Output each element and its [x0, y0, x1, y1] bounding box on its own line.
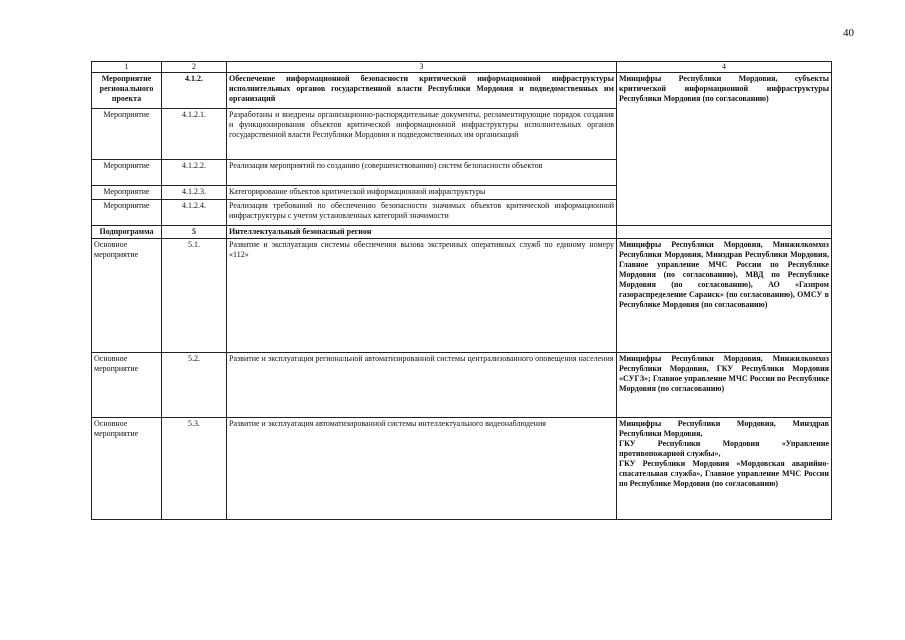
page-number: 40 [843, 27, 854, 39]
row-description: Развитие и эксплуатация региональной автоматизированной системы централизованного оповещения населения [227, 353, 617, 418]
responsible-line: Минцифры Республики Мордовия, Минздрав Республики Мордовия, [619, 419, 829, 438]
table-row [92, 353, 832, 418]
row-type: Мероприятие [92, 200, 162, 226]
row-number: 4.1.2.4. [162, 200, 227, 226]
table-header-row [92, 62, 832, 73]
header-cell: 1 [92, 62, 162, 73]
row-description: Разработаны и внедрены организационно-распорядительные документы, регламентирующие порядок создания и функционирования объектов критической информационной инфраструктуры исполнительных органов государственной власти Республики Мордовия и подведомственных им организаций [227, 109, 617, 160]
row-number: 4.1.2. [162, 73, 227, 109]
row-description: Реализация мероприятий по созданию (совершенствованию) систем безопасности объектов [227, 160, 617, 186]
row-description: Обеспечение информационной безопасности критической информационной инфраструктуры исполнительных органов государственной власти Республики Мордовия и подведомственных им организаций [227, 73, 617, 109]
row-type: Мероприятие [92, 186, 162, 200]
row-responsible: Минцифры Республики Мордовия, Минжилкомхоз Республики Мордовия, ГКУ Республики Мордовия «СУГЗ»; Главное управление МЧС России по Республике Мордовия (по согласованию) [617, 353, 832, 418]
row-description: Категорирование объектов критической информационной инфраструктуры [227, 186, 617, 200]
table-row [92, 239, 832, 353]
table-row [92, 73, 832, 109]
responsible-line: ГКУ Республики Мордовия «Мордовская аварийно-спасательная служба», Главное управление МЧС России по Республике Мордовия (по согласованию) [619, 459, 829, 488]
row-number: 5.1. [162, 239, 227, 353]
header-cell: 4 [617, 62, 832, 73]
row-description: Реализация требований по обеспечению безопасности значимых объектов критической информационной инфраструктуры с учетом установленных категорий значимости [227, 200, 617, 226]
row-number: 5.3. [162, 418, 227, 520]
program-table [91, 61, 832, 520]
row-number: 5 [162, 226, 227, 239]
header-cell: 2 [162, 62, 227, 73]
row-responsible: Минцифры Республики Мордовия, Минжилкомхоз Республики Мордовия, Минздрав Республики Мордовия, Главное управление МЧС России по Республике Мордовия (по согласованию), МВД по Республике Мордовия (по согласованию), АО «Газпром газораспределение Саранск» (по согласованию), ОМСУ в Республике Мордовия (по согласованию) [617, 239, 832, 353]
row-type: Мероприятие [92, 109, 162, 160]
subprogram-row [92, 226, 832, 239]
row-number: 4.1.2.1. [162, 109, 227, 160]
row-description: Развитие и эксплуатация системы обеспечения вызова экстренных оперативных служб по единому номеру «112» [227, 239, 617, 353]
row-number: 4.1.2.3. [162, 186, 227, 200]
row-responsible-empty [617, 226, 832, 239]
row-type: Подпрограмма [92, 226, 162, 239]
row-responsible [617, 418, 832, 520]
row-responsible: Минцифры Республики Мордовия, субъекты критической информационной инфраструктуры Республики Мордовия (по согласованию) [617, 73, 832, 226]
responsible-line: ГКУ Республики Мордовия «Управление противопожарной службы», [619, 439, 829, 458]
table-row [92, 418, 832, 520]
row-type: Основное мероприятие [92, 418, 162, 520]
row-number: 5.2. [162, 353, 227, 418]
row-number: 4.1.2.2. [162, 160, 227, 186]
row-type: Основное мероприятие [92, 239, 162, 353]
row-description: Интеллектуальный безопасный регион [227, 226, 617, 239]
row-type: Основное мероприятие [92, 353, 162, 418]
row-type: Мероприятие [92, 160, 162, 186]
header-cell: 3 [227, 62, 617, 73]
row-type: Мероприятие регионального проекта [92, 73, 162, 109]
row-description: Развитие и эксплуатация автоматизированной системы интеллектуального видеонаблюдения [227, 418, 617, 520]
